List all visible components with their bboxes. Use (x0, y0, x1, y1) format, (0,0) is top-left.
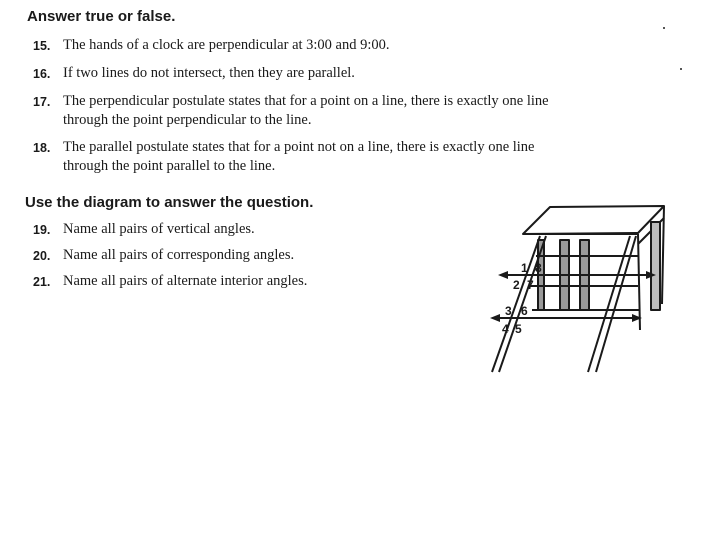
right-back-leg (651, 222, 660, 310)
question-number: 21. (33, 275, 51, 289)
angle-label: 6 (521, 304, 528, 318)
scan-speck (680, 68, 682, 70)
question-number: 17. (33, 95, 51, 109)
stool-transversal-diagram (488, 196, 678, 378)
scan-speck (663, 27, 665, 29)
question-item (33, 138, 563, 176)
question-text: The parallel postulate states that for a point not on a line, there is exactly one line through the point parallel to the line. (63, 139, 535, 174)
question-number: 15. (33, 39, 51, 53)
section-heading-diagram: Use the diagram to answer the question. (25, 194, 314, 211)
question-item (33, 220, 563, 240)
angle-label: 3 (505, 304, 512, 318)
front-leg-left-outer (492, 236, 540, 372)
question-number: 20. (33, 249, 51, 263)
section-heading-true-false: Answer true or false. (27, 8, 176, 25)
right-front-leg (638, 234, 640, 330)
question-number: 18. (33, 141, 51, 155)
diagram-question-list (33, 220, 563, 298)
seat-top (523, 206, 664, 234)
arrowhead-left-2 (490, 314, 500, 322)
arrowhead-left-1 (498, 271, 508, 279)
question-text: If two lines do not intersect, then they are parallel. (63, 65, 355, 81)
question-text: The perpendicular postulate states that for a point on a line, there is exactly one line through the point perpendicular to the line. (63, 93, 549, 128)
question-text: Name all pairs of vertical angles. (63, 221, 255, 237)
question-text: Name all pairs of corresponding angles. (63, 247, 295, 263)
angle-label: 1 (521, 261, 528, 275)
true-false-question-list (33, 36, 563, 184)
question-item (33, 92, 563, 130)
angle-label: 5 (515, 322, 522, 336)
question-number: 16. (33, 67, 51, 81)
question-text: The hands of a clock are perpendicular at 3:00 and 9:00. (63, 37, 390, 53)
angle-label: 2 (513, 278, 520, 292)
question-text: Name all pairs of alternate interior angles. (63, 273, 308, 289)
question-item (33, 64, 563, 84)
angle-label: 7 (527, 278, 534, 292)
question-item (33, 36, 563, 56)
question-number: 19. (33, 223, 51, 237)
angle-label: 4 (502, 322, 509, 336)
question-item (33, 246, 563, 266)
angle-label: 8 (535, 261, 542, 275)
question-item (33, 272, 563, 292)
